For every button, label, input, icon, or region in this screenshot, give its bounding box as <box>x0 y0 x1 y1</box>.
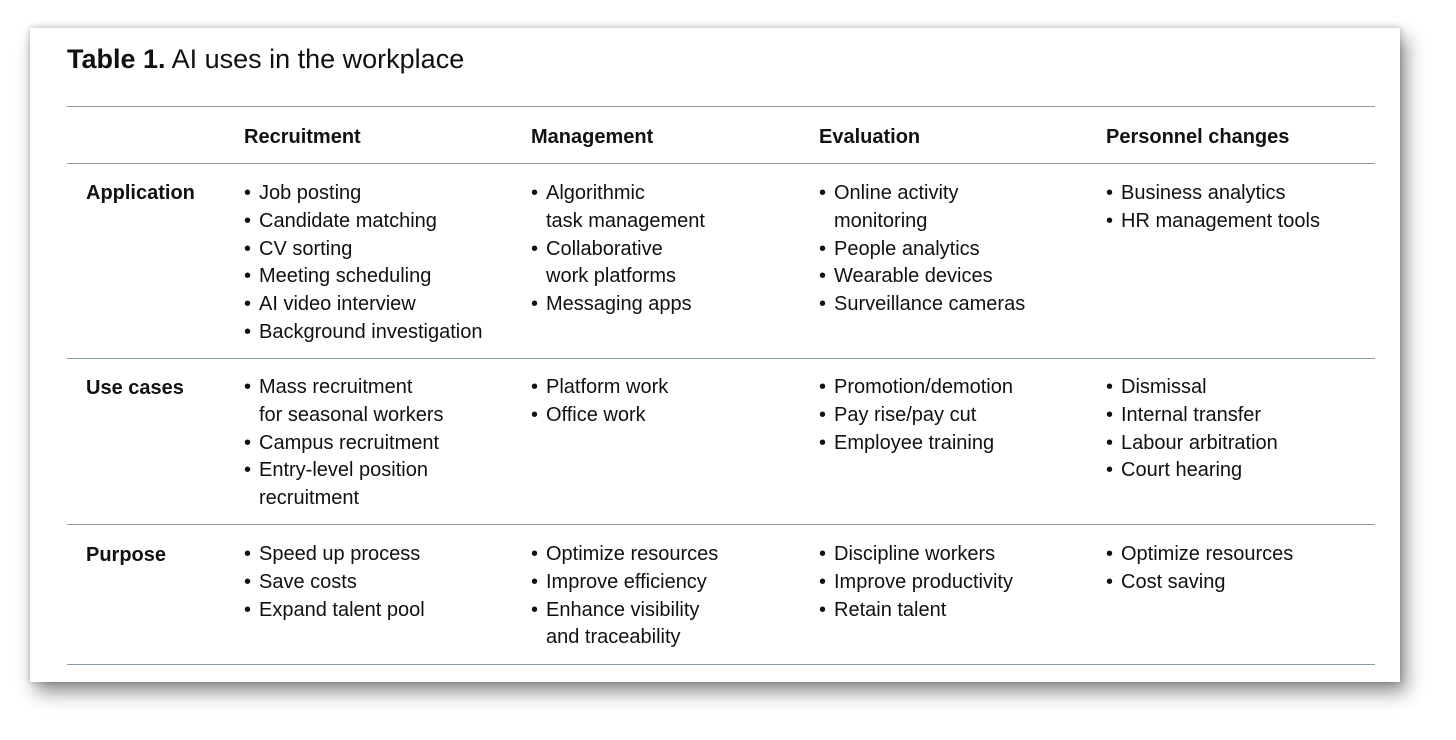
list-item: • Save costs <box>244 569 425 597</box>
list-item: • Improve productivity <box>819 569 1013 597</box>
list-item: • Employee training <box>819 430 1013 458</box>
table-caption: AI uses in the workplace <box>171 44 465 74</box>
list-item: • Background investigation <box>244 319 482 347</box>
list-item: • AI video interview <box>244 291 482 319</box>
cell-application-management <box>531 180 705 319</box>
header-rule <box>67 163 1375 164</box>
column-header-management: Management <box>531 126 654 148</box>
list-item: • Speed up process <box>244 541 425 569</box>
table-card <box>30 28 1400 682</box>
table-title <box>67 42 464 76</box>
list-item: • Cost saving <box>1106 569 1293 597</box>
cell-use-cases-evaluation <box>819 374 1013 457</box>
list-item: • Pay rise/pay cut <box>819 402 1013 430</box>
row-header-purpose: Purpose <box>86 544 167 566</box>
cell-use-cases-recruitment <box>244 374 444 513</box>
list-item: • Wearable devices <box>819 263 1025 291</box>
list-item: • Internal transfer <box>1106 402 1278 430</box>
top-rule <box>67 106 1375 107</box>
list-item: • Mass recruitment for seasonal workers <box>244 374 444 430</box>
list-item: • Entry-level position recruitment <box>244 457 444 513</box>
list-item: • Platform work <box>531 374 668 402</box>
list-item: • Business analytics <box>1106 180 1320 208</box>
cell-use-cases-management <box>531 374 668 430</box>
list-item: • Promotion/demotion <box>819 374 1013 402</box>
list-item: • Dismissal <box>1106 374 1278 402</box>
list-item: • HR management tools <box>1106 208 1320 236</box>
list-item: • Messaging apps <box>531 291 705 319</box>
list-item: • Collaborative work platforms <box>531 236 705 292</box>
list-item: • Campus recruitment <box>244 430 444 458</box>
list-item: • Expand talent pool <box>244 597 425 625</box>
cell-use-cases-personnel-changes <box>1106 374 1278 485</box>
list-item: • Labour arbitration <box>1106 430 1278 458</box>
cell-purpose-personnel-changes <box>1106 541 1293 597</box>
list-item: • People analytics <box>819 236 1025 264</box>
list-item: • CV sorting <box>244 236 482 264</box>
row-rule-1 <box>67 358 1375 359</box>
column-header-recruitment: Recruitment <box>244 126 361 148</box>
list-item: • Optimize resources <box>1106 541 1293 569</box>
cell-application-recruitment <box>244 180 482 347</box>
list-item: • Optimize resources <box>531 541 718 569</box>
cell-purpose-evaluation <box>819 541 1013 624</box>
list-item: • Online activity monitoring <box>819 180 1025 236</box>
cell-purpose-management <box>531 541 718 652</box>
list-item: • Discipline workers <box>819 541 1013 569</box>
row-rule-2 <box>67 524 1375 525</box>
list-item: • Enhance visibility and traceability <box>531 597 718 653</box>
list-item: • Retain talent <box>819 597 1013 625</box>
list-item: • Court hearing <box>1106 457 1278 485</box>
list-item: • Surveillance cameras <box>819 291 1025 319</box>
list-item: • Algorithmic task management <box>531 180 705 236</box>
list-item: • Office work <box>531 402 668 430</box>
list-item: • Job posting <box>244 180 482 208</box>
row-header-use-cases: Use cases <box>86 377 184 399</box>
column-header-personnel-changes: Personnel changes <box>1106 126 1290 148</box>
cell-application-personnel-changes <box>1106 180 1320 236</box>
bottom-rule <box>67 664 1375 665</box>
list-item: • Meeting scheduling <box>244 263 482 291</box>
cell-purpose-recruitment <box>244 541 425 624</box>
cell-application-evaluation <box>819 180 1025 319</box>
table-number: Table 1. <box>67 44 166 74</box>
list-item: • Candidate matching <box>244 208 482 236</box>
list-item: • Improve efficiency <box>531 569 718 597</box>
row-header-application: Application <box>86 182 195 204</box>
column-header-evaluation: Evaluation <box>819 126 921 148</box>
